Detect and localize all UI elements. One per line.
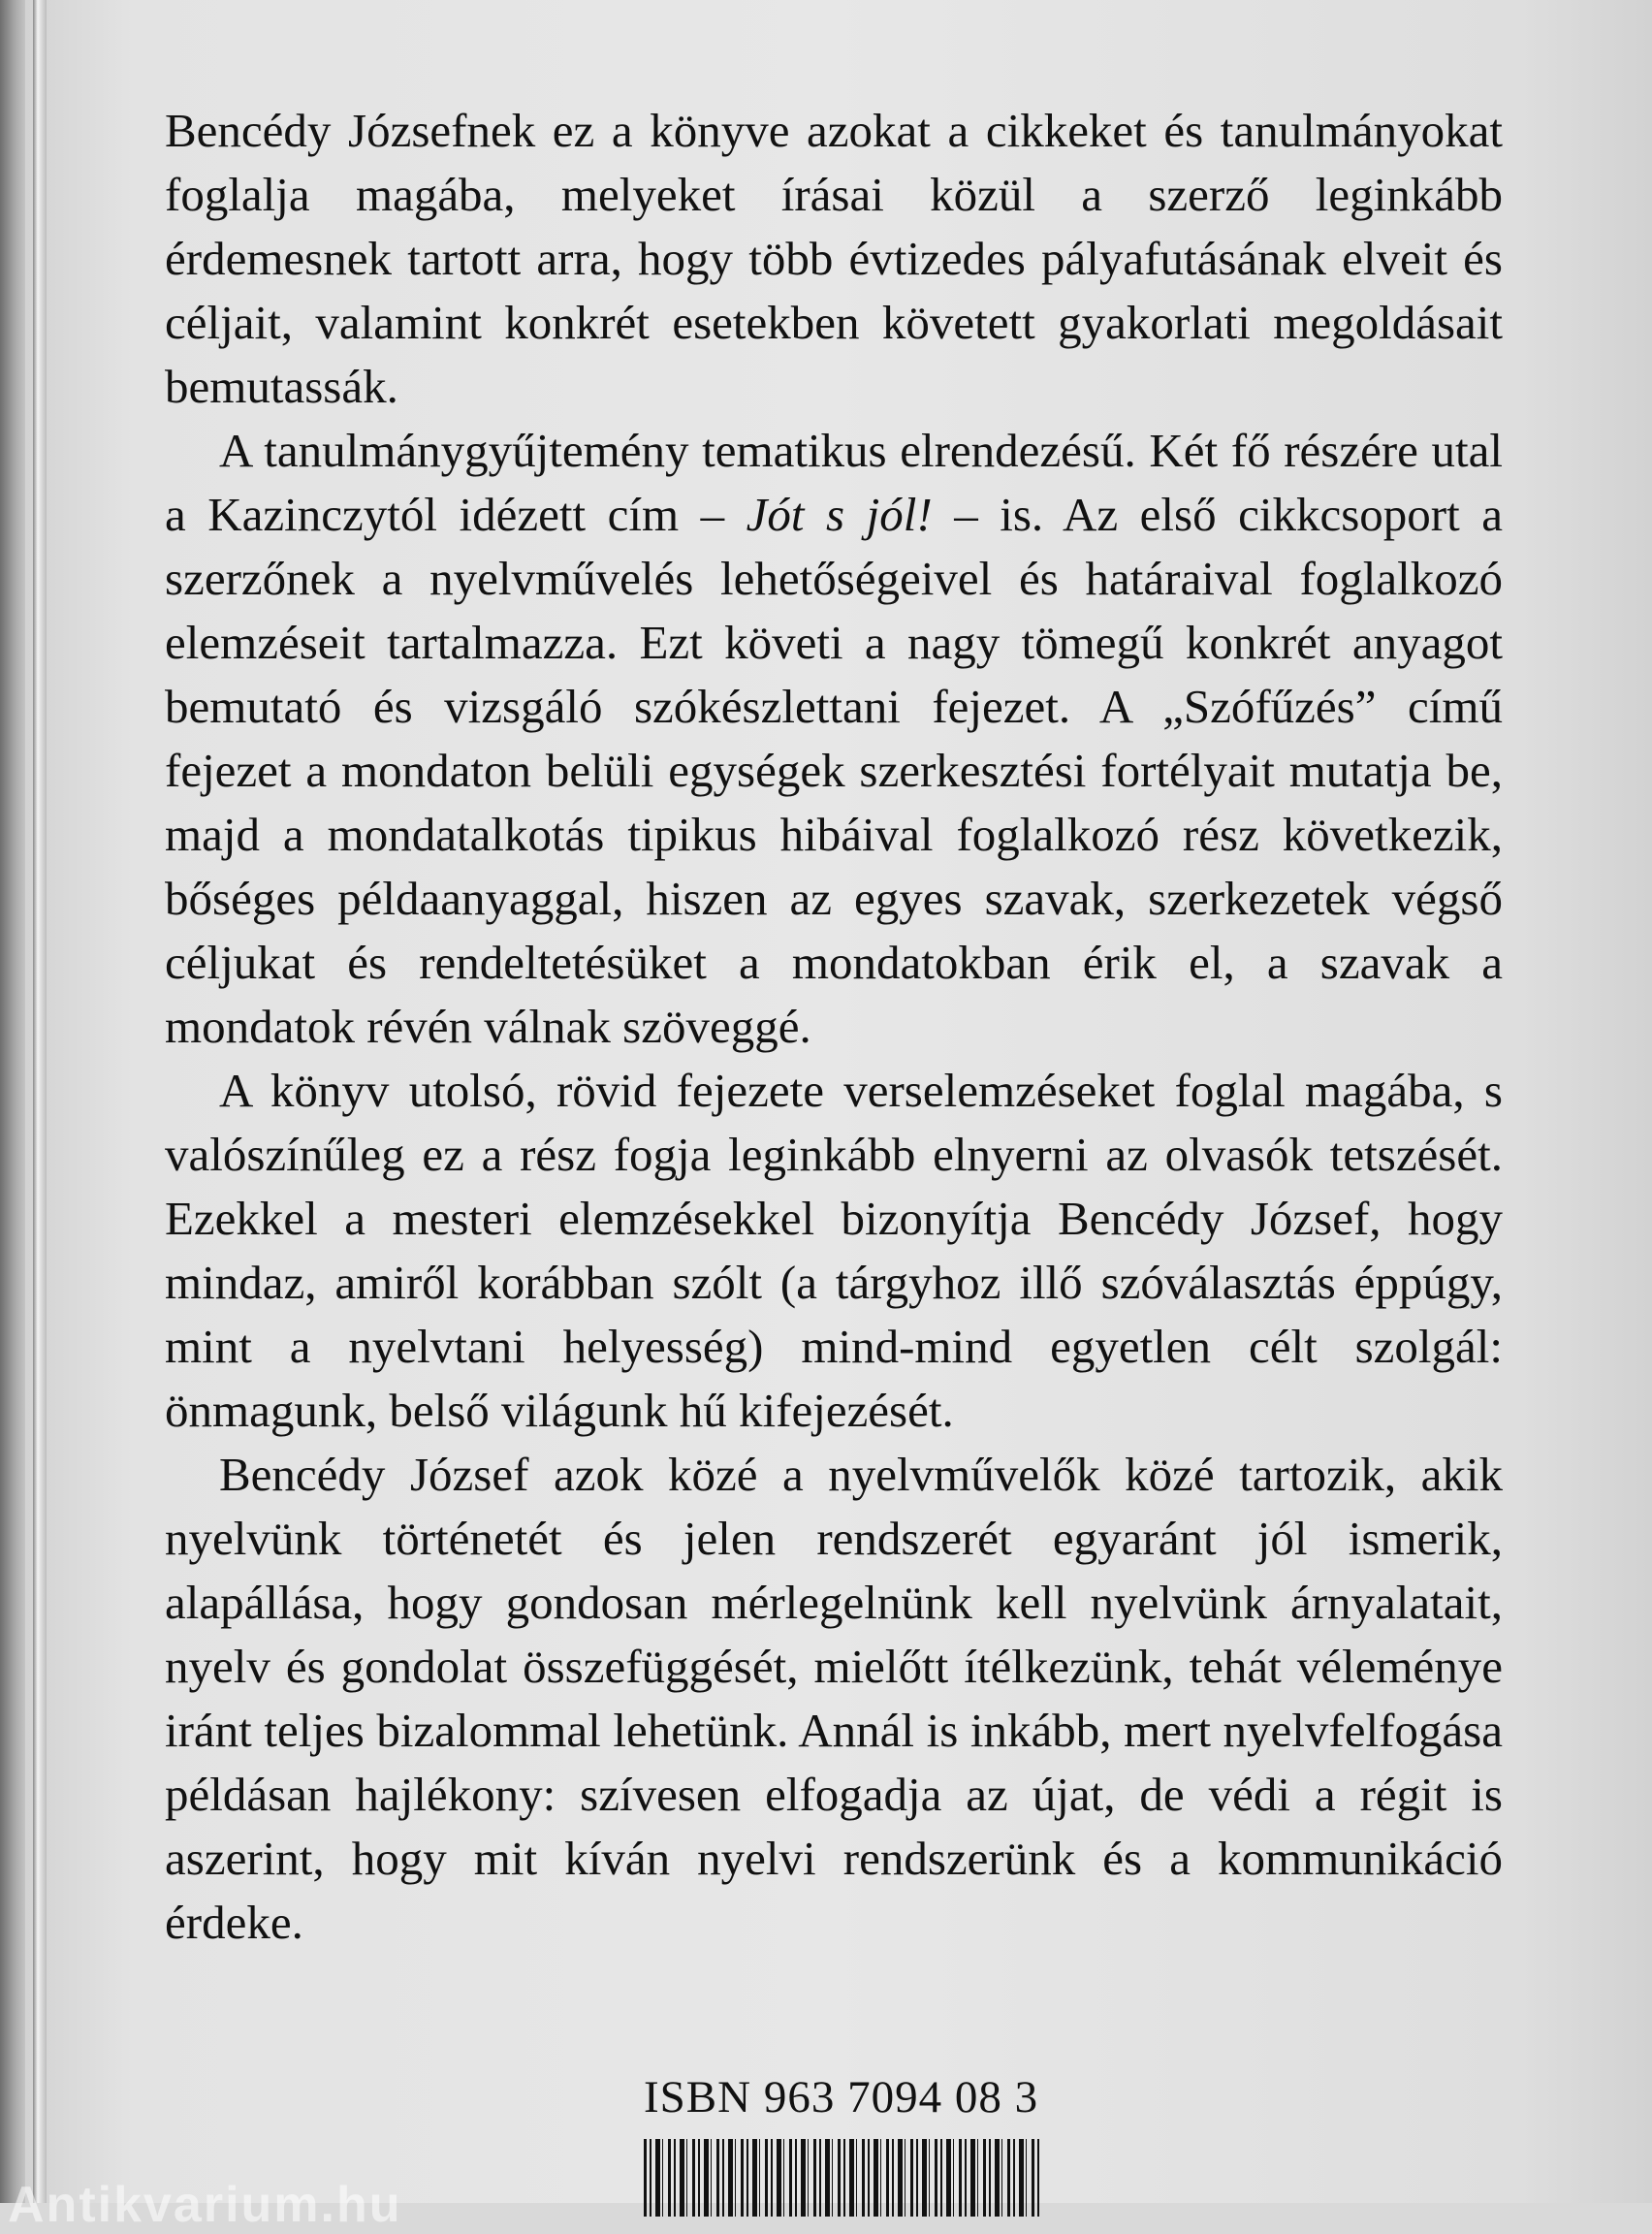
- blurb-paragraph-3: A könyv utolsó, rövid fejezete verselemzéseket foglal magába, s valószínűleg ez a rész fogja leginkább elnyerni az olvasók tetszését. Ezekkel a mesteri elemzésekkel bizonyítja Bencédy József, hogy mindaz, amiről korábban szólt (a tárgyhoz illő szóválasztás éppúgy, mint a nyelvtani helyesség) mind-mind egyetlen célt szolgál: önmagunk, belső világunk hű kifejezését.: [165, 1064, 1503, 1437]
- cover-spine-edge: [0, 0, 25, 2203]
- blurb-paragraph-2-intro: A tanulmánygyűjtemény tematikus elrendezésű. Két fő részére utal a Kazinczytól idézett cím –: [165, 424, 1503, 541]
- blurb-paragraph-4: Bencédy József azok közé a nyelvművelők közé tartozik, akik nyelvünk történetét és jelen rendszerét egyaránt jól ismerik, alapállása, hogy gondosan mérlegelnünk kell nyelvünk árnyalatait, nyelv és gondolat összefüggését, mielőtt ítélkezünk, tehát véleménye iránt teljes bizalommal lehetünk. Annál is inkább, mert nyelvfelfogása példásan hajlékony: szívesen elfogadja az újat, de védi a régit is aszerint, hogy mit kíván nyelvi rendszerünk és a kommunikáció érdeke.: [165, 1448, 1503, 1949]
- isbn-number: ISBN 963 7094 08 3: [644, 2072, 1039, 2122]
- blurb-paragraph-1: Bencédy Józsefnek ez a könyve azokat a cikkeket és tanulmányokat foglalja magába, melyeket írásai közül a szerző leginkább érdemesnek tartott arra, hogy több évtizedes pályafutásának elveit és céljait, valamint konkrét esetekben követett gyakorlati megoldásait bemutassák.: [165, 104, 1503, 413]
- blurb-text: [165, 99, 1503, 1955]
- blurb-paragraph-2-body: – is. Az első cikkcsoport a szerzőnek a nyelvművelés lehetőségeivel és határaival foglalkozó elemzéseit tartalmazza. Ezt követi a nagy tömegű konkrét anyagot bemutató és vizsgáló szókészlettani fejezet. A „Szófűzés” című fejezet a mondaton belüli egységek szerkesztési fortélyait mutatja be, majd a mondatalkotás tipikus hibáival foglalkozó rész következik, bőséges példaanyaggal, hiszen az egyes szavak, szerkezetek végső céljukat és rendeltetésüket a mondatokban érik el, a szavak a mondatok révén válnak szöveggé.: [165, 488, 1503, 1053]
- cover-vertical-rule: [33, 0, 47, 2203]
- barcode: [644, 2139, 1039, 2217]
- quoted-title: Jót s jól!: [746, 488, 933, 541]
- watermark: Antikvarium.hu: [8, 2177, 402, 2233]
- blurb-paragraph-2: [165, 419, 1503, 1059]
